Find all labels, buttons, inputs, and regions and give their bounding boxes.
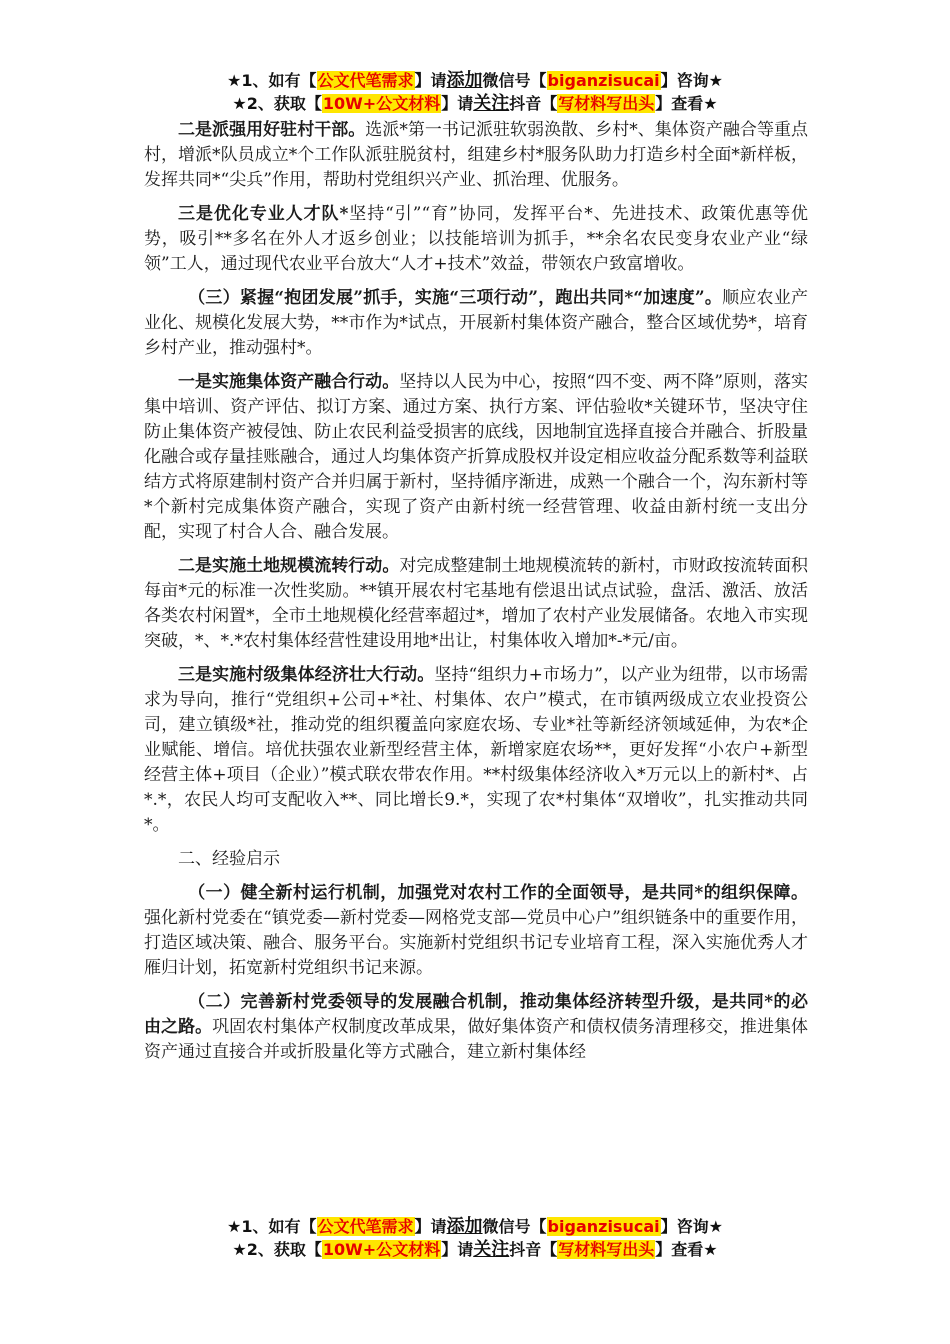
paragraph-lead: （三）紧握“抱团发展”抓手，实施“三项行动”，跑出共同*“加速度”。 bbox=[188, 288, 723, 308]
paragraph-text: 坚持以人民为中心，按照“四不变、两不降”原则，落实集中培训、资产评估、拟订方案、通过方案、执行方案、评估验收*关键环节，坚决守住防止集体资产被侵蚀、防止农民利益受损害的底线，因地制宜选择直接合并融合、折股量化融合或存量挂账融合，通过人均集体资产折算成股权并设定相应收益分配系数等利益联结方式将原建制村资产合并归属于新村，坚持循序渐进，成熟一个融合一个，沟东新村等*个新村完成集体资产融合，实现了资产由新村统一经营管理、收益由新村统一支出分配，实现了村合人合、融合发展。 bbox=[144, 372, 808, 542]
paragraph-lead: 二是实施土地规模流转行动。 bbox=[178, 556, 400, 576]
banner-text: 】请 bbox=[414, 71, 447, 90]
highlight-wechat-id: biganzisucai bbox=[547, 1217, 660, 1236]
paragraph-lead: 二是派强用好驻村干部。 bbox=[178, 120, 366, 140]
paragraph-text: 坚持“组织力+市场力”，以产业为纽带，以市场需求为导向，推行“党组织+公司+*社、村集体、农户”模式，在市镇两级成立农业投资公司，建立镇级*社，推动党的组织覆盖向家庭农场、专业*社等新经济领域延伸，为农*企业赋能、增信。培优扶强农业新型经营主体，新增家庭农场**，更好发挥“小农户+新型经营主体+项目（企业）”模式联农带农作用。**村级集体经济收入*万元以上的新村*、占*.*，农民人均可支配收入**、同比增长9.*，实现了农*村集体“双增收”，扎实推动共同*。 bbox=[144, 665, 808, 835]
highlight-douyin-account: 写材料写出头 bbox=[558, 94, 655, 113]
paragraph-text: 选派*第一书记派驻软弱涣散、乡村*、集体资产融合等重点村，增派*队员成立*个工作队派驻脱贫村，组建乡村*服务队助力打造乡村全面*新样板，发挥共同*“尖兵”作用，帮助村党组织兴产业、抓治理、优服务。 bbox=[144, 120, 808, 190]
paragraph-lead: （二）完善新村党委领导的发展融合机制，推动集体经济转型升级，是共同*的必由之路。 bbox=[144, 992, 808, 1037]
paragraph bbox=[144, 881, 808, 981]
paragraph bbox=[144, 663, 808, 838]
paragraph-lead: （一）健全新村运行机制，加强党对农村工作的全面领导，是共同*的组织保障。 bbox=[188, 883, 808, 903]
banner-text: 关注 bbox=[473, 93, 510, 114]
banner-text: 】请 bbox=[441, 1240, 474, 1259]
highlight-service: 公文代笔需求 bbox=[317, 71, 414, 90]
banner-line-2 bbox=[0, 1238, 950, 1261]
paragraph bbox=[144, 554, 808, 654]
paragraph-text: 巩固农村集体产权制度改革成果，做好集体资产和债权债务清理移交，推进集体资产通过直接合并或折股量化等方式融合，建立新村集体经 bbox=[144, 1017, 809, 1062]
banner-text: 】请 bbox=[441, 94, 474, 113]
banner-text: 关注 bbox=[473, 1239, 510, 1260]
highlight-wechat-id: biganzisucai bbox=[547, 71, 660, 90]
banner-text: ★1、如有【 bbox=[227, 1217, 317, 1236]
paragraph-lead: 三是优化专业人才队* bbox=[178, 204, 349, 224]
banner-line-2 bbox=[0, 92, 950, 115]
highlight-materials: 10W+公文材料 bbox=[322, 1240, 441, 1259]
paragraph-text: 强化新村党委在“镇党委—新村党委—网格党支部—党员中心户”组织链条中的重要作用，打造区域决策、融合、服务平台。实施新村党组织书记专业培育工程，深入实施优秀人才雁归计划，拓宽新村党组织书记来源。 bbox=[144, 908, 808, 978]
banner-text: 微信号【 bbox=[482, 1217, 547, 1236]
paragraph-text: 坚持“引”“育”协同，发挥平台*、先进技术、政策优惠等优势，吸引**多名在外人才返乡创业；以技能培训为抓手，**余名农民变身农业产业“绿领”工人，通过现代农业平台放大“人才+技术”效益，带领农户致富增收。 bbox=[144, 204, 809, 274]
paragraph bbox=[144, 286, 808, 361]
banner-text: ★1、如有【 bbox=[227, 71, 317, 90]
banner-text: 添加 bbox=[446, 70, 483, 91]
banner-text: 】请 bbox=[414, 1217, 447, 1236]
header-banner bbox=[0, 69, 950, 115]
paragraph-text: 对完成整建制土地规模流转的新村，市财政按流转面积每亩*元的标准一次性奖励。**镇开展农村宅基地有偿退出试点试验，盘活、激活、放活各类农村闲置*，全市土地规模化经营率超过*，增加了农村产业发展储备。农地入市实现突破，*、*.*农村集体经营性建设用地*出让，村集体收入增加*-*元/亩。 bbox=[144, 556, 809, 651]
banner-text: 抖音【 bbox=[509, 94, 558, 113]
highlight-materials: 10W+公文材料 bbox=[322, 94, 441, 113]
document-body bbox=[144, 118, 808, 1074]
banner-text: ★2、获取【 bbox=[232, 1240, 322, 1259]
banner-text: 】咨询★ bbox=[660, 1217, 723, 1236]
section-heading-text: 二、经验启示 bbox=[178, 849, 280, 869]
paragraph-lead: 三是实施村级集体经济壮大行动。 bbox=[178, 665, 435, 685]
banner-line-1 bbox=[0, 69, 950, 92]
paragraph-text: 顺应农业产业化、规模化发展大势，**市作为*试点，开展新村集体资产融合，整合区域优势*，培育乡村产业，推动强村*。 bbox=[144, 288, 809, 358]
banner-text: 】咨询★ bbox=[660, 71, 723, 90]
paragraph bbox=[144, 370, 808, 545]
highlight-douyin-account: 写材料写出头 bbox=[558, 1240, 655, 1259]
highlight-service: 公文代笔需求 bbox=[317, 1217, 414, 1236]
paragraph-lead: 一是实施集体资产融合行动。 bbox=[178, 372, 400, 392]
banner-text: 】查看★ bbox=[655, 94, 718, 113]
banner-text: 微信号【 bbox=[482, 71, 547, 90]
paragraph bbox=[144, 202, 808, 277]
banner-line-1 bbox=[0, 1215, 950, 1238]
footer-banner bbox=[0, 1215, 950, 1261]
banner-text: 】查看★ bbox=[655, 1240, 718, 1259]
paragraph bbox=[144, 118, 808, 193]
paragraph bbox=[144, 990, 808, 1065]
banner-text: ★2、获取【 bbox=[232, 94, 322, 113]
section-heading bbox=[144, 847, 808, 872]
banner-text: 抖音【 bbox=[509, 1240, 558, 1259]
banner-text: 添加 bbox=[446, 1216, 483, 1237]
